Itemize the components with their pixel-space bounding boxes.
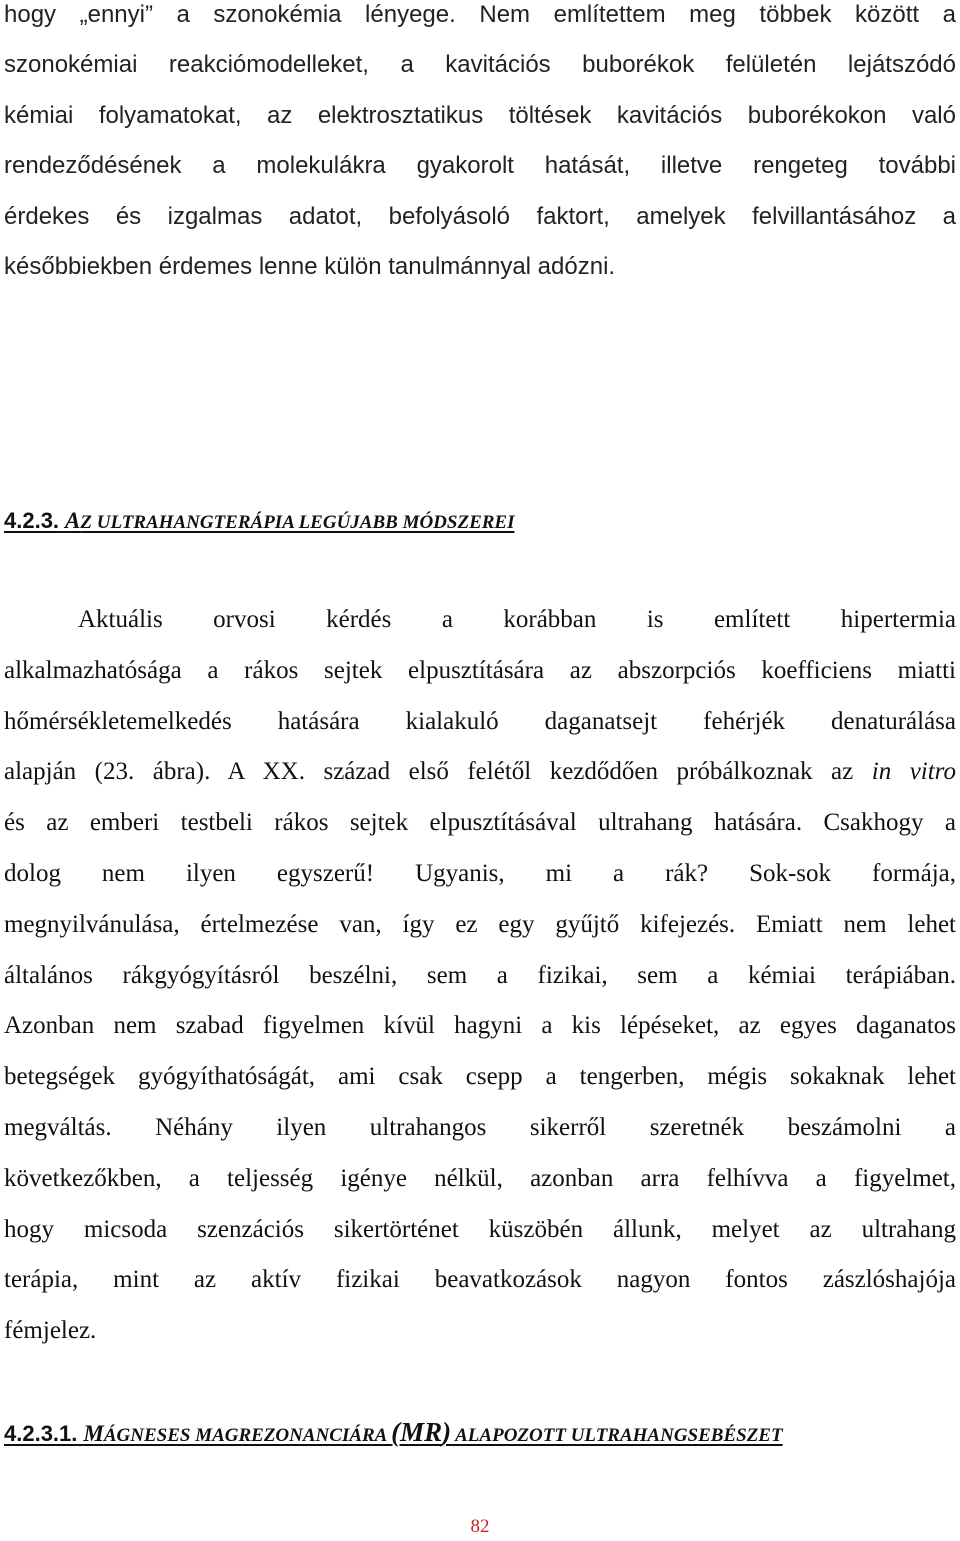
body-line: következőkben, a teljesség igénye nélkül, azonban arra felhívva a figyelmet, [4, 1164, 956, 1192]
body-line: hogy micsoda szenzációs sikertörténet küszöbén állunk, melyet az ultrahang [4, 1215, 956, 1243]
section-title: Z ULTRAHANGTERÁPIA LEGÚJABB MÓDSZEREI [80, 512, 515, 533]
body-line: terápia, mint az aktív fizikai beavatkozások nagyon fontos zászlóshajója [4, 1266, 956, 1294]
section-title-initial: M [83, 1421, 104, 1446]
body-line: alkalmazhatósága a rákos sejtek elpusztítására az abszorpciós koefficiens miatti [4, 656, 956, 684]
intro-line: hogy „ennyi” a szonokémia lényege. Nem említettem meg többek között a [4, 1, 956, 28]
intro-paragraph [4, 0, 956, 302]
section-number: 4.2.3.1. [4, 1421, 78, 1446]
italic-term: in vitro [871, 758, 956, 786]
body-line: hőmérsékletemelkedés hatására kialakuló daganatsejt fehérjék denaturálása [4, 707, 956, 735]
section-title: ALAPOZOTT ULTRAHANGSEBÉSZET [451, 1425, 783, 1446]
intro-line: szonokémiai reakciómodelleket, a kavitációs buborékok felületén lejátszódó [4, 51, 956, 79]
intro-line: rendeződésének a molekulákra gyakorolt hatását, illetve rengeteg további [4, 152, 956, 180]
body-line: betegségek gyógyíthatóságát, ami csak csepp a tengerben, mégis sokaknak lehet [4, 1063, 956, 1091]
body-line: és az emberi testbeli rákos sejtek elpusztításával ultrahang hatására. Csakhogy a [4, 809, 956, 837]
intro-line: érdekes és izgalmas adatot, befolyásoló faktort, amelyek felvillantásához a [4, 202, 956, 230]
body-line [4, 757, 956, 808]
body-line: megnyilvánulása, értelmezése van, így ez egy gyűjtő kifejezés. Emiatt nem lehet [4, 910, 956, 938]
section-number: 4.2.3. [4, 508, 60, 533]
body-paragraph [4, 605, 956, 1367]
body-line: dolog nem ilyen egyszerű! Ugyanis, mi a rák? Sok-sok formája, [4, 859, 956, 887]
section-heading-4-2-3-1 [4, 1417, 783, 1448]
section-title: ÁGNESES MAGREZONANCIÁRA [103, 1425, 392, 1446]
body-text: alapján (23. ábra). A XX. század első felétől kezdődően próbálkoznak az [4, 758, 872, 786]
body-line: Aktuális orvosi kérdés a korábban is említett hipertermia [78, 606, 956, 633]
section-title-abbr: MR [400, 1417, 443, 1447]
intro-line: kémiai folyamatokat, az elektrosztatikus töltések kavitációs buborékokon való [4, 101, 956, 129]
body-line: fémjelez. [4, 1317, 97, 1345]
section-heading-4-2-3 [4, 508, 515, 535]
section-title-paren: ) [442, 1417, 452, 1447]
intro-line: későbbiekben érdemes lenne külön tanulmánnyal adózni. [4, 252, 616, 280]
section-title-initial: A [65, 508, 81, 533]
body-line: megváltás. Néhány ilyen ultrahangos sikerről szeretnék beszámolni a [4, 1113, 956, 1141]
body-line: általános rákgyógyításról beszélni, sem a fizikai, sem a kémiai terápiában. [4, 961, 956, 989]
body-line: Azonban nem szabad figyelmen kívül hagyni a kis lépéseket, az egyes daganatos [4, 1012, 956, 1040]
section-title-paren: ( [391, 1417, 401, 1447]
page-number: 82 [470, 1516, 490, 1537]
